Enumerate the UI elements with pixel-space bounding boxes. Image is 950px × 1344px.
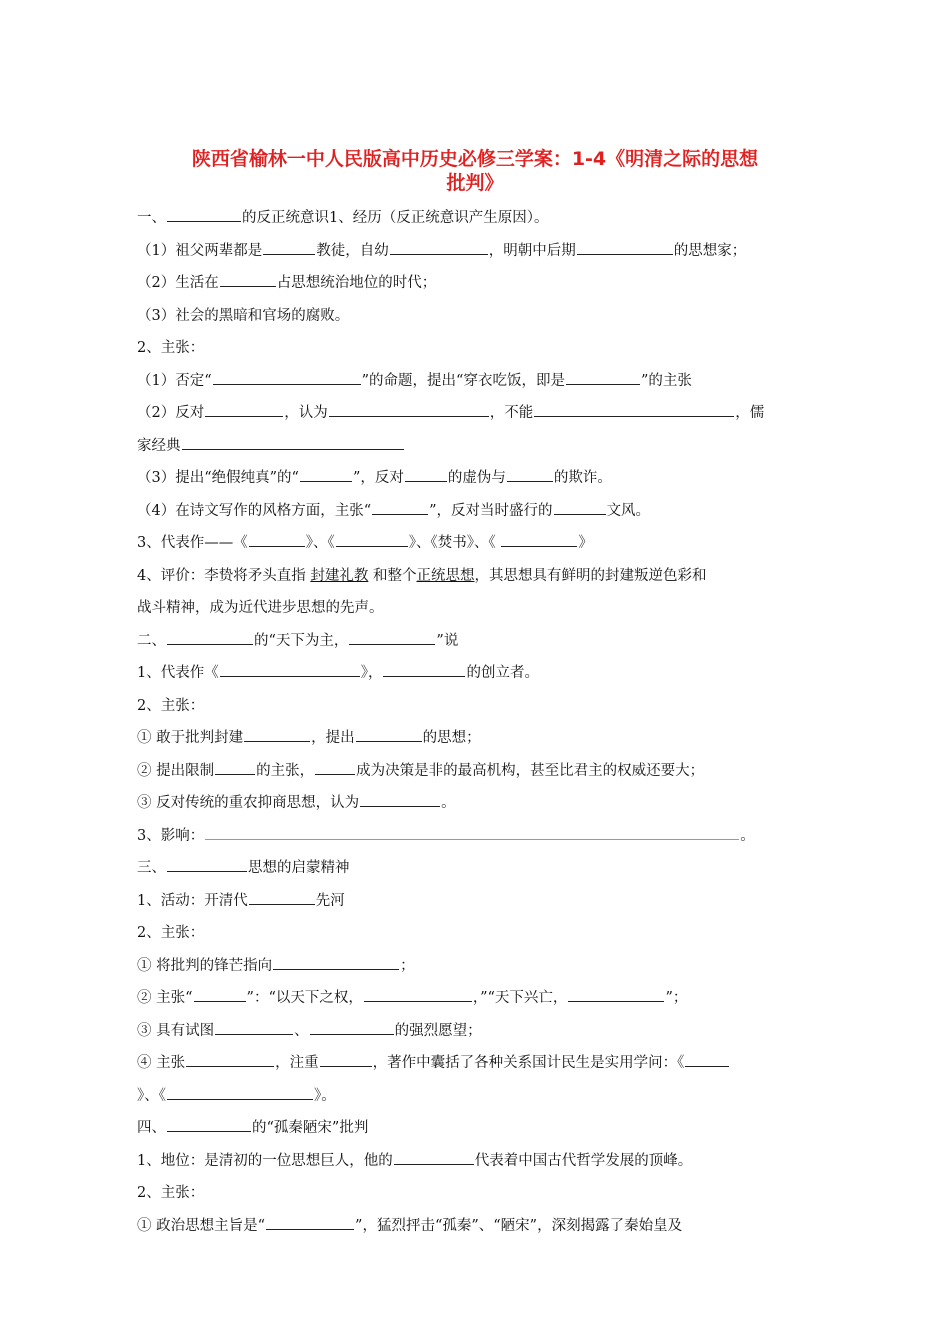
- fill-blank[interactable]: [220, 661, 360, 677]
- line-15: 1、代表作《 》， 的创立者。: [137, 657, 817, 690]
- fill-blank[interactable]: [249, 889, 315, 905]
- fill-blank[interactable]: [315, 759, 355, 775]
- fill-blank[interactable]: [167, 1084, 313, 1100]
- fill-blank[interactable]: [300, 466, 352, 482]
- fill-blank[interactable]: [266, 1214, 354, 1230]
- fill-blank[interactable]: [394, 1149, 474, 1165]
- line-7: （2）反对 ，认为 ，不能 ，儒: [137, 397, 817, 430]
- fill-blank[interactable]: [405, 466, 447, 482]
- fill-blank[interactable]: [390, 239, 488, 255]
- line-31: 2、主张：: [137, 1185, 205, 1201]
- fill-blank[interactable]: [568, 986, 664, 1002]
- fill-blank[interactable]: [554, 499, 606, 515]
- fill-blank[interactable]: [186, 1051, 274, 1067]
- fill-blank[interactable]: [360, 791, 440, 807]
- title-line-2: 批判》: [446, 172, 504, 194]
- line-22: 1、活动：开清代 先河: [137, 885, 817, 918]
- fill-blank[interactable]: [383, 661, 465, 677]
- line-27: ④ 主张 ，注重 ，著作中囊括了各种关系国计民生是实用学问：《: [137, 1047, 817, 1080]
- line-26: ③ 具有试图 、 的强烈愿望；: [137, 1015, 817, 1048]
- fill-blank[interactable]: [263, 239, 315, 255]
- line-13: 战斗精神，成为近代进步思想的先声。: [137, 600, 384, 616]
- worksheet-body: [137, 202, 817, 1242]
- line-20: 3、影响： 。: [137, 820, 817, 853]
- line-18: ② 提出限制 的主张， 成为决策是非的最高机构，甚至比君主的权威还要大；: [137, 755, 817, 788]
- line-6: （1）否定“ ”的命题，提出“穿衣吃饭，即是 ”的主张: [137, 365, 817, 398]
- fill-blank[interactable]: [213, 369, 361, 385]
- line-14: 二、 的“天下为主， ”说: [137, 625, 817, 658]
- fill-blank[interactable]: [215, 759, 255, 775]
- line-25: ② 主张“ ”：“以天下之权， ，”“天下兴亡， ”；: [137, 982, 817, 1015]
- fill-blank[interactable]: [577, 239, 673, 255]
- fill-blank[interactable]: [167, 206, 241, 222]
- line-8: 家经典: [137, 430, 817, 463]
- underlined-term: 封建礼教: [310, 567, 369, 584]
- line-19: ③ 反对传统的重农抑商思想，认为 。: [137, 787, 817, 820]
- line-12: 4、评价：李贽将矛头直指 封建礼教 和整个正统思想，其思想具有鲜明的封建叛逆色彩和: [137, 567, 707, 584]
- fill-blank[interactable]: [507, 466, 553, 482]
- line-32: ① 政治思想主旨是“ ”，猛烈抨击“孤秦”、“陋宋”，深刻揭露了秦始皇及: [137, 1210, 817, 1243]
- line-28: 》、《 》。: [137, 1080, 817, 1113]
- fill-blank[interactable]: [167, 1116, 251, 1132]
- fill-blank[interactable]: [167, 856, 247, 872]
- line-23: 2、主张：: [137, 925, 205, 941]
- document-title: [120, 147, 830, 195]
- fill-blank[interactable]: [215, 1019, 293, 1035]
- line-29: 四、 的“孤秦陋宋”批判: [137, 1112, 817, 1145]
- fill-blank[interactable]: [566, 369, 640, 385]
- fill-blank[interactable]: [205, 401, 283, 417]
- fill-blank[interactable]: [167, 629, 253, 645]
- fill-blank[interactable]: [329, 401, 489, 417]
- line-5: 2、主张：: [137, 340, 205, 356]
- fill-blank[interactable]: [273, 954, 399, 970]
- line-3: （2）生活在 占思想统治地位的时代；: [137, 267, 817, 300]
- fill-blank[interactable]: [249, 531, 305, 547]
- line-24: ① 将批判的锋芒指向 ；: [137, 950, 817, 983]
- line-30: 1、地位：是清初的一位思想巨人，他的 代表着中国古代哲学发展的顶峰。: [137, 1145, 817, 1178]
- fill-blank[interactable]: [364, 986, 472, 1002]
- line-17: ① 敢于批判封建 ，提出 的思想；: [137, 722, 817, 755]
- fill-blank[interactable]: [372, 499, 428, 515]
- fill-blank[interactable]: [220, 271, 276, 287]
- fill-blank[interactable]: [501, 531, 577, 547]
- fill-blank[interactable]: [244, 726, 310, 742]
- line-10: （4）在诗文写作的风格方面，主张“ ”，反对当时盛行的 文风。: [137, 495, 817, 528]
- fill-blank[interactable]: [182, 434, 404, 450]
- line-1: 一、 的反正统意识1、经历（反正统意识产生原因）。: [137, 202, 817, 235]
- line-2: （1）祖父两辈都是 教徒，自幼 ，明朝中后期 的思想家；: [137, 235, 817, 268]
- fill-blank[interactable]: [310, 1019, 394, 1035]
- line-11: 3、代表作——《 》、《 》、《焚书》、《 》: [137, 527, 817, 560]
- line-4: （3）社会的黑暗和官场的腐败。: [137, 307, 350, 324]
- fill-blank[interactable]: [320, 1051, 372, 1067]
- fill-blank[interactable]: [685, 1051, 729, 1067]
- underlined-term: 正统思想: [416, 567, 475, 584]
- line-16: 2、主张：: [137, 697, 205, 714]
- line-9: （3）提出“绝假纯真”的“ ”，反对 的虚伪与 的欺诈。: [137, 462, 817, 495]
- line-21: 三、 思想的启蒙精神: [137, 852, 817, 885]
- fill-blank[interactable]: [336, 531, 408, 547]
- fill-blank[interactable]: [205, 824, 739, 840]
- fill-blank[interactable]: [349, 629, 435, 645]
- fill-blank[interactable]: [194, 986, 246, 1002]
- fill-blank[interactable]: [534, 401, 734, 417]
- fill-blank[interactable]: [356, 726, 422, 742]
- title-line-1: 陕西省榆林一中人民版高中历史必修三学案：1-4《明清之际的思想: [191, 148, 759, 170]
